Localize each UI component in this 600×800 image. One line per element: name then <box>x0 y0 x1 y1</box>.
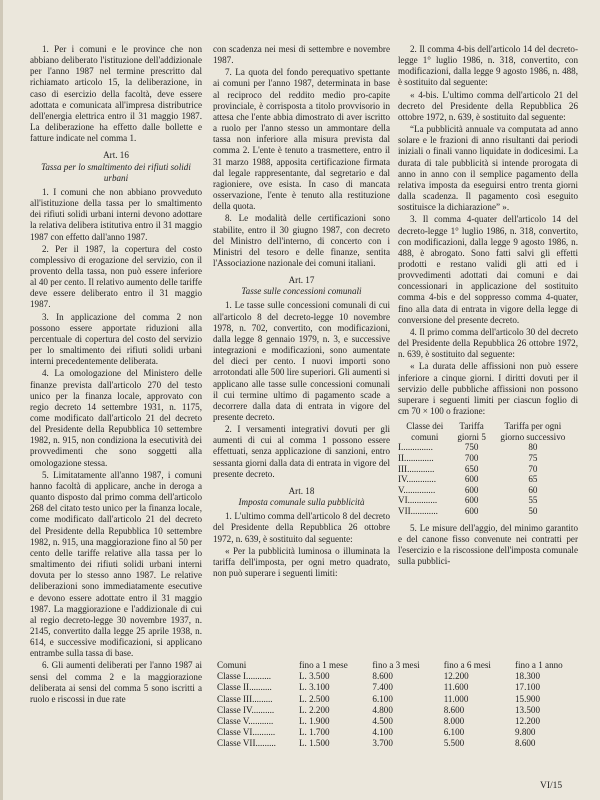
table-cell: 750 <box>464 442 479 453</box>
table-row <box>398 453 574 464</box>
table-cell: 11.000 <box>443 693 469 704</box>
table-cell: 8.000 <box>443 716 465 727</box>
row-label: III............ <box>398 463 435 474</box>
table-header-row <box>213 660 583 671</box>
table-cell: L. 2.500 <box>299 693 330 704</box>
table-cell: 50 <box>528 505 538 516</box>
table-cell: L. 3.100 <box>299 682 330 693</box>
table-row <box>398 474 574 485</box>
table-header: Comuni <box>217 660 247 670</box>
row-label: Classe III......... <box>217 693 273 704</box>
table-cell: 6.100 <box>372 693 393 704</box>
paragraph: 5. Limitatamente all'anno 1987, i comuni hanno facoltà di applicare, anche in deroga a quanto disposto dal primo comma dell'articolo 268 del citato testo unico per la finanza locale, come modificato dall'articolo 21 del decreto del Presidente della Repubblica 10 settembre 1982, n. 915, una maggiorazione fino al 50 per cento delle tariffe relative alla tassa per lo smaltimento dei rifiuti solidi urbani interni dovuta per lo stesso anno 1987. Le relative deliberazioni sono immediatamente esecutive e devono essere adottate entro il 31 maggio 1987. La maggiorazione e l'addizionale di cui al regio decreto-legge 30 novembre 1937, n. 2145, convertito dalla legge 25 aprile 1938, n. 614, e successive modificazioni, si applicano entrambe sulla tassa di base. <box>30 469 202 659</box>
table-cell: 55 <box>528 495 538 506</box>
table-cell: 5.500 <box>443 738 465 749</box>
row-label: V.............. <box>398 484 436 495</box>
article-16-title: Art. 16 <box>103 150 129 161</box>
row-label: Classe I........... <box>217 671 272 682</box>
posting-tariff-table <box>398 421 574 516</box>
table-cell: 600 <box>464 474 479 485</box>
table-cell: L. 3.500 <box>299 671 330 682</box>
paragraph: 3. In applicazione del comma 2 non possono essere apportate riduzioni alla percentuale di copertura del costo del servizio per lo smaltimento dei rifiuti solidi urbani interni precedentemente deliberata. <box>30 311 202 367</box>
table-row <box>213 705 583 716</box>
article-17-subtitle: Tasse sulle concessioni comunali <box>241 286 362 297</box>
table-row <box>213 727 583 738</box>
advertising-fee-table <box>213 660 583 750</box>
table-cell: 17.100 <box>515 682 541 693</box>
paragraph: 3. Il comma 4-quater dell'articolo 14 del decreto-legge 1° luglio 1986, n. 318, convertito, con modificazioni, dalla legge 9 agosto 1986, n. 488, è abrogato. Sono fatti salvi gli effetti prodotti e restano validi gli atti ed i provvedimenti adottati dai comuni e dai concessionari in applicazione del sostituito comma 4-bis e del soppresso comma 4-quater, fino alla data di entrata in vigore della legge di conversione del presente decreto. <box>398 214 578 325</box>
paragraph: 7. La quota del fondo perequativo spettante ai comuni per l'anno 1987, determinata in base al reciproco del reddito medio pro-capite provinciale, è corrisposta a titolo provvisorio in attesa che l'ente abbia dimostrato di aver iscritto a ruolo per l'anno stesso un ammontare della tassa non inferiore alla misura prevista dal comma 2. L'ente è tenuto a trasmettere, entro il 31 marzo 1988, apposita certificazione firmata dal legale rappresentante, dal segretario e dal ragioniere, ove esista. In caso di mancata osservazione, l'ente è tenuto alla restituzione della quota. <box>213 67 390 212</box>
table-row <box>398 495 574 506</box>
table-row <box>213 738 583 749</box>
paragraph: 1. Le tasse sulle concessioni comunali di cui all'articolo 8 del decreto-legge 10 novembre 1978, n. 702, convertito, con modificazioni, dalla legge 8 gennaio 1979, n. 3, e successive integrazioni e modificazioni, sono aumentate del dieci per cento. I nuovi importi sono arrotondati alle 500 lire superiori. Gli aumenti si applicano alle tasse sulle concessioni comunali il cui termine ultimo di pagamento scade a decorrere dalla data di entrata in vigore del presente decreto. <box>213 300 390 422</box>
table-cell: 15.900 <box>515 693 541 704</box>
quoted-paragraph: « La durata delle affissioni non può essere inferiore a cinque giorni. I diritti dovuti per il servizio delle pubbliche affissioni non possono superare i seguenti limiti per ciascun foglio di cm 70 × 100 o frazione: <box>398 361 578 416</box>
table-cell: 8.600 <box>515 738 536 749</box>
table-cell: 80 <box>528 442 538 453</box>
paragraph: 6. Gli aumenti deliberati per l'anno 1987 ai sensi del comma 2 e la maggiorazione deliberata ai sensi del comma 5 sono iscritti a ruolo e riscossi in due rate <box>30 660 202 704</box>
table-cell: 12.200 <box>443 671 469 682</box>
table-cell: 3.700 <box>372 738 393 749</box>
table-cell: L. 2.200 <box>299 704 330 715</box>
table-cell: 8.600 <box>372 671 393 682</box>
paragraph: 1. Per i comuni e le province che non abbiano deliberato l'istituzione dell'addizionale per l'anno 1987 nel termine prescritto dal richiamato articolo 15, la deliberazione, in caso di esercizio della facoltà, deve essere adottata e comunicata all'impresa distributrice dell'energia elettrica entro il 31 maggio 1987. La deliberazione ha effetto dalle bollette e fatture indicate nel comma 1. <box>30 44 202 144</box>
table-cell: 600 <box>464 505 479 516</box>
table-header: Classe dei comuni <box>406 421 444 442</box>
row-label: Classe IV.......... <box>217 704 275 715</box>
table-cell: 600 <box>464 484 479 495</box>
table-header: Tariffa per ogni giorno successivo <box>500 421 566 442</box>
table-cell: L. 1.500 <box>299 738 330 749</box>
table-header: fino a 1 anno <box>515 660 563 670</box>
paragraph: 4. Il primo comma dell'articolo 30 del decreto del Presidente della Repubblica 26 ottobre 1972, n. 639, è sostituito dal seguente: <box>398 326 578 360</box>
row-label: Classe II.......... <box>217 682 272 693</box>
table-row <box>213 694 583 705</box>
row-label: Classe VII......... <box>217 738 276 749</box>
table-row <box>398 464 574 475</box>
article-18-subtitle: Imposta comunale sulla pubblicità <box>238 497 365 508</box>
table-header-row <box>398 421 574 442</box>
row-label: VII............ <box>398 505 438 516</box>
column-1 <box>30 44 202 706</box>
paragraph: 2. Il comma 4-bis dell'articolo 14 del decreto-legge 1° luglio 1986, n. 318, convertito, con modificazioni, dalla legge 9 agosto 1986, n. 488, è sostituito dal seguente: <box>398 44 578 88</box>
table-cell: 600 <box>464 495 479 506</box>
paragraph: 1. L'ultimo comma dell'articolo 8 del decreto del Presidente della Repubblica 26 ottobre 1972, n. 639, è sostituito dal seguente: <box>213 511 390 544</box>
column-3 <box>398 44 578 568</box>
quoted-paragraph: « 4-bis. L'ultimo comma dell'articolo 21 del decreto del Presidente della Repubblica 26 ottobre 1972, n. 639, è sostituito dal seguente: <box>398 89 578 122</box>
paragraph: 4. La omologazione del Ministero delle finanze prevista dall'articolo 270 del testo unico per la finanza locale, approvato con regio decreto 14 settembre 1931, n. 1175, come modificato dall'articolo 21 del decreto del Presidente della Repubblica 10 settembre 1982, n. 915, non condiziona la esecutività dei provvedimenti che sono soggetti alla omologazione stessa. <box>30 368 202 468</box>
table-cell: 7.400 <box>372 682 393 693</box>
quoted-paragraph: « Per la pubblicità luminosa o illuminata la tariffa dell'imposta, per ogni metro quadrato, non può superare i seguenti limiti: <box>213 545 390 579</box>
page-number: VI/15 <box>540 781 563 791</box>
row-label: Classe V........... <box>217 716 274 727</box>
table-cell: 13.500 <box>515 704 541 715</box>
table-cell: 4.800 <box>372 704 393 715</box>
table-cell: 4.100 <box>372 727 393 738</box>
table-cell: 75 <box>528 452 538 463</box>
table-cell: 700 <box>464 452 479 463</box>
paragraph: 1. I comuni che non abbiano provveduto all'istituzione della tassa per lo smaltimento dei rifiuti solidi urbani interni devono adottare la relativa delibera istitutiva entro il 31 maggio 1987 con effetto dall'anno 1987. <box>30 186 202 242</box>
paragraph: 2. I versamenti integrativi dovuti per gli aumenti di cui al comma 1 possono essere effettuati, senza applicazione di sanzioni, entro sessanta giorni dalla data di entrata in vigore del presente decreto. <box>213 424 390 479</box>
row-label: IV............. <box>398 474 436 485</box>
table-cell: 60 <box>528 484 538 495</box>
paragraph: con scadenza nei mesi di settembre e novembre 1987. <box>213 44 390 66</box>
row-label: Classe VI.......... <box>217 727 276 738</box>
table-cell: 18.300 <box>515 671 541 682</box>
table-row <box>213 716 583 727</box>
table-cell: 6.100 <box>443 727 465 738</box>
table-header: fino a 6 mesi <box>443 660 491 670</box>
paragraph: 8. Le modalità delle certificazioni sono stabilite, entro il 30 giugno 1987, con decreto del Ministro dell'interno, di concerto con i Ministri del tesoro e delle finanze, sentita l'Associazione nazionale dei comuni italiani. <box>213 213 390 268</box>
table-row <box>398 506 574 517</box>
table-header: fino a 3 mesi <box>372 660 420 670</box>
article-18-title: Art. 18 <box>288 485 315 496</box>
table-cell: 12.200 <box>515 716 541 727</box>
table-cell: 650 <box>464 463 479 474</box>
table-header: fino a 1 mese <box>299 660 348 670</box>
quoted-paragraph: “La pubblicità annuale va computata ad anno solare e le frazioni di anno risultanti dai periodi iniziali o finali vanno liquidate in dodicesimi. La durata di tale pubblicità si intende prorogata di anno in anno con il semplice pagamento della relativa imposta da eseguirsi entro trenta giorni dalla scadenza. Il pagamento così eseguito sostituisce la dichiarazione” ». <box>398 124 578 213</box>
table-row <box>213 671 583 682</box>
paragraph: 5. Le misure dell'aggio, del minimo garantito e del canone fisso convenute nei contratti per l'esercizio e la riscossione dell'imposta comunale sulla pubblici- <box>398 522 578 566</box>
table-cell: 11.600 <box>443 682 469 693</box>
table-row <box>398 442 574 453</box>
table-cell: 9.800 <box>515 727 536 738</box>
column-2 <box>213 44 390 580</box>
table-cell: 65 <box>528 474 538 485</box>
article-16-subtitle: Tassa per lo smaltimento dei rifiuti solidi urbani <box>41 161 191 183</box>
paragraph: 2. Per il 1987, la copertura del costo complessivo di erogazione del servizio, con il provento della tassa, non può essere inferiore al 40 per cento. Il relativo aumento delle tariffe deve essere deliberato entro il 31 maggio 1987. <box>30 243 202 310</box>
row-label: II............. <box>398 452 434 463</box>
binding-edge <box>0 0 3 800</box>
row-label: I.............. <box>398 442 433 453</box>
table-cell: L. 1.900 <box>299 716 330 727</box>
table-cell: 8.600 <box>443 704 465 715</box>
table-row <box>213 682 583 693</box>
table-cell: L. 1.700 <box>299 727 330 738</box>
table-header: Tariffa giorni 5 <box>457 421 486 442</box>
table-cell: 70 <box>528 463 538 474</box>
table-cell: 4.500 <box>372 716 393 727</box>
table-row <box>398 485 574 496</box>
article-17-title: Art. 17 <box>288 275 315 286</box>
row-label: VI............. <box>398 495 438 506</box>
